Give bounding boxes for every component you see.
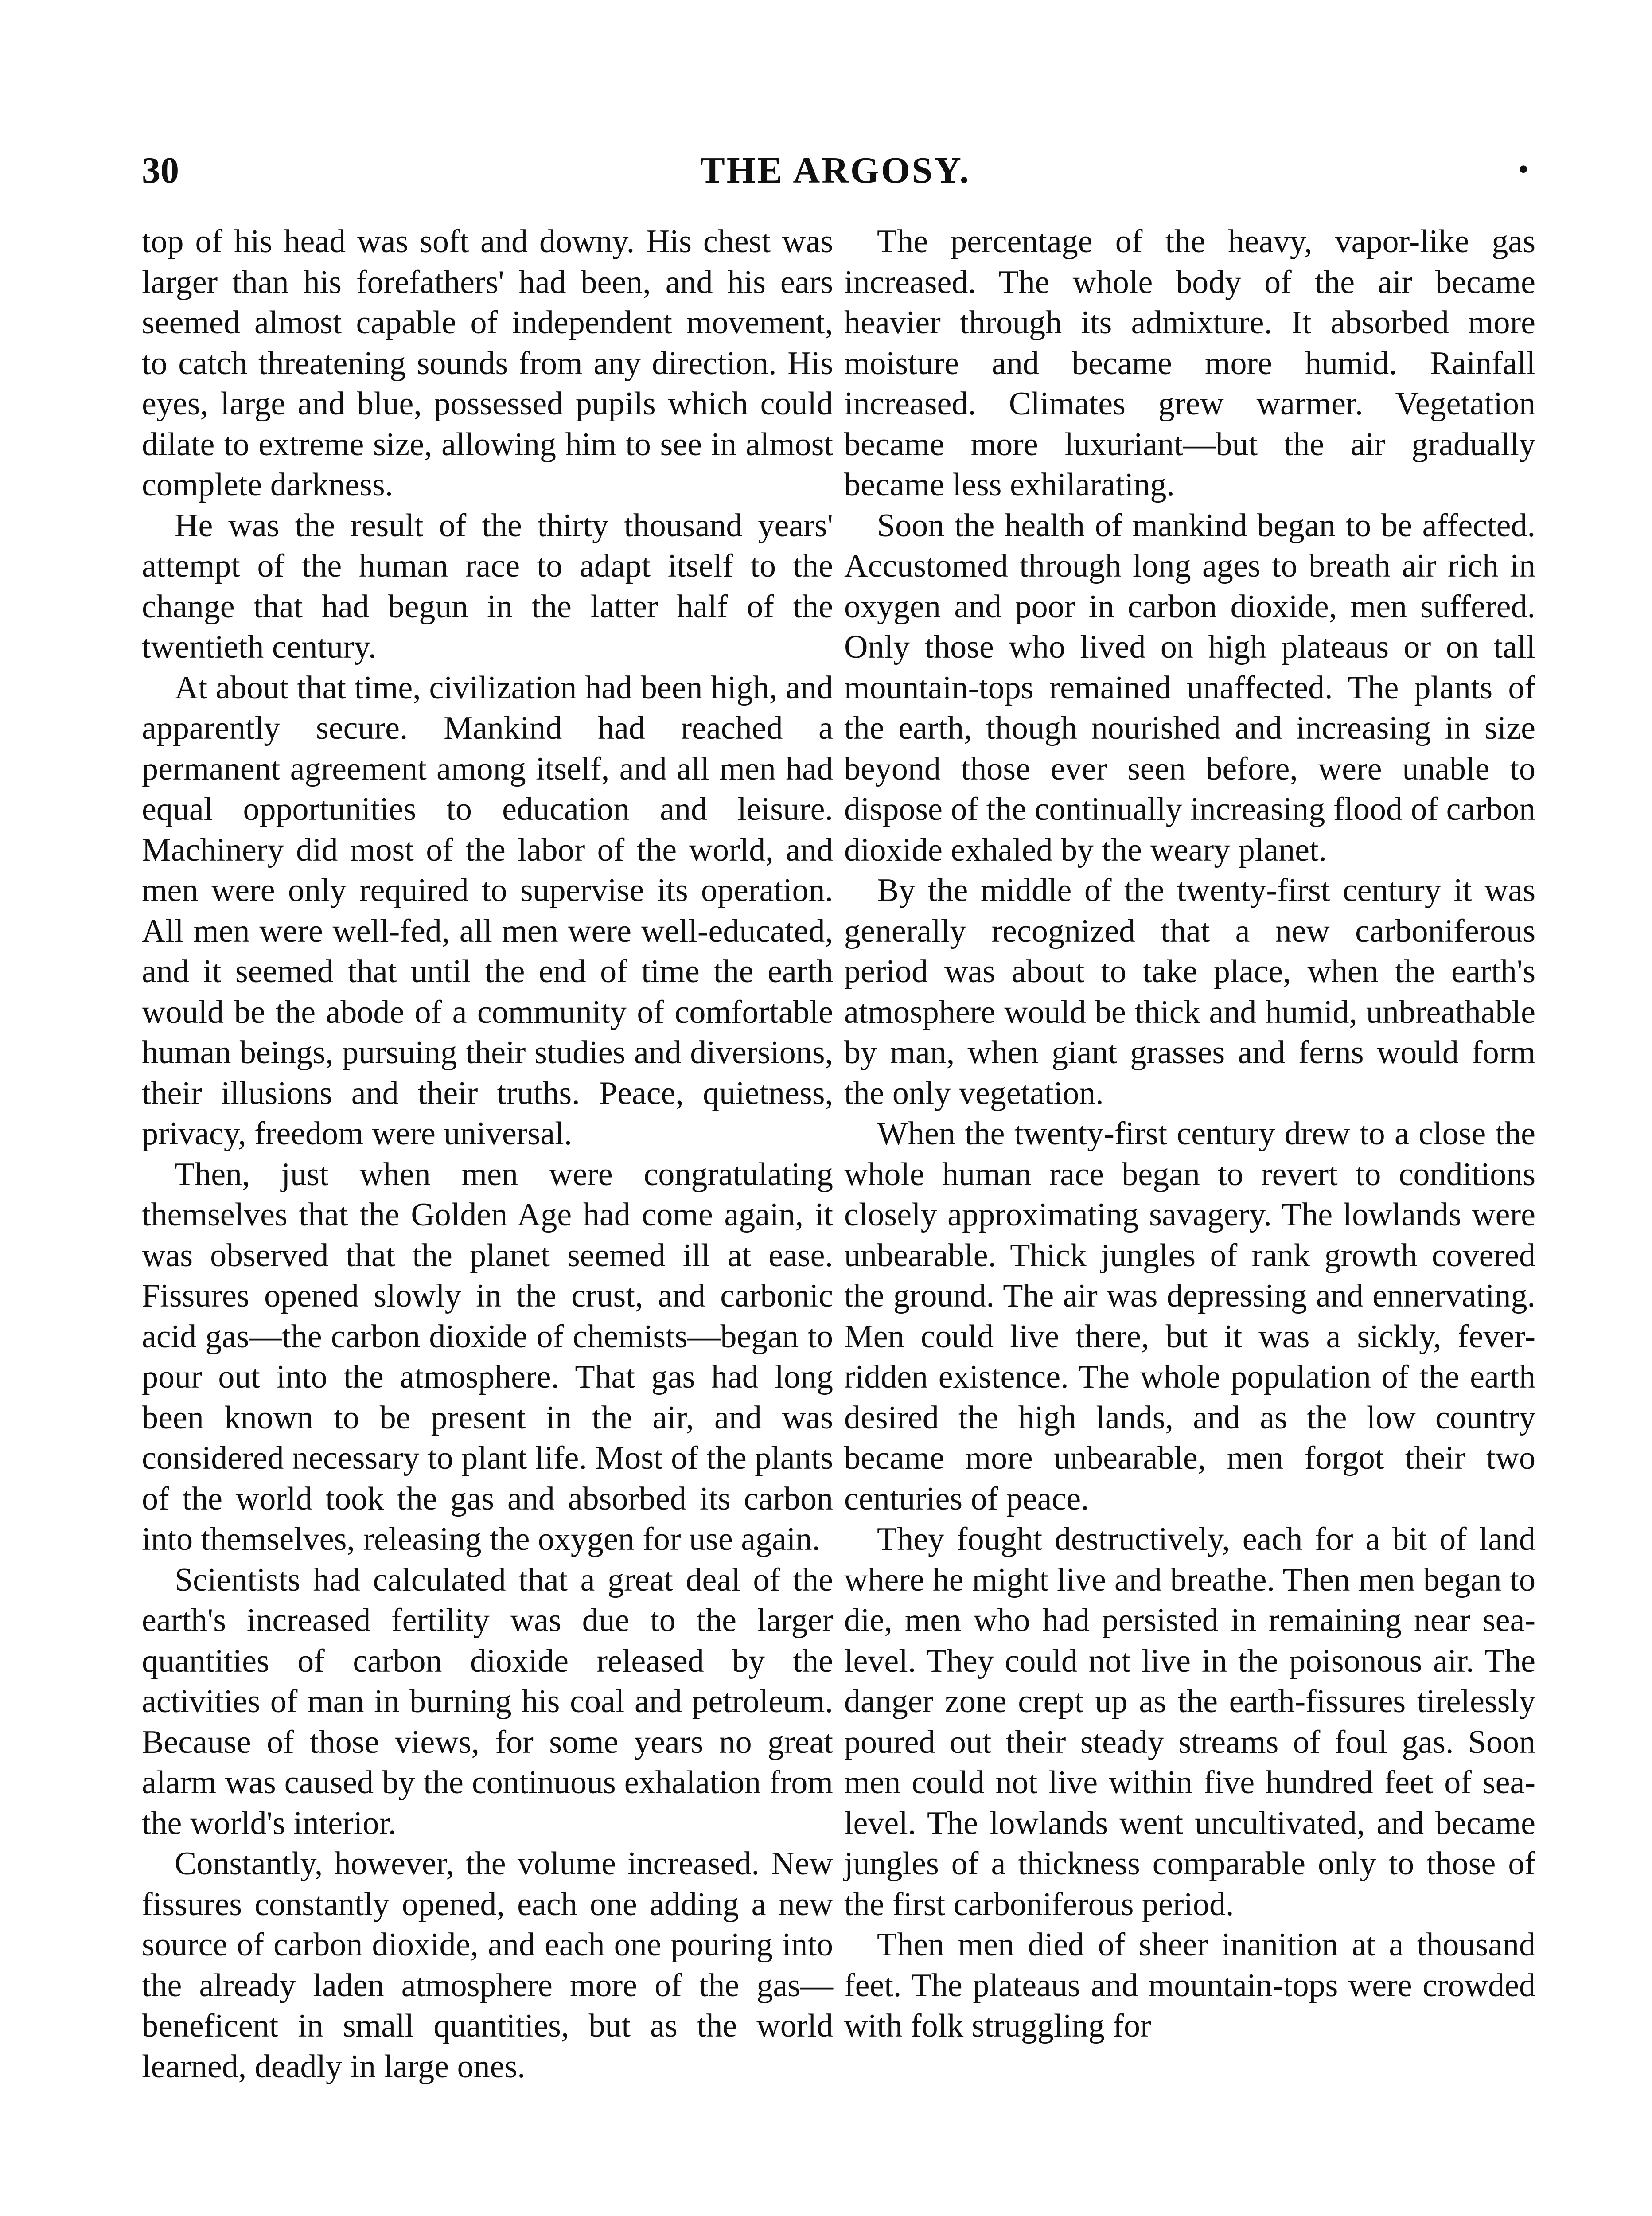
paragraph: By the middle of the twenty-first century it was generally recognized that a new carboniferous period was about to take place, when the earth's atmosphere would be thick and humid, unbreathable by man, when giant grasses and ferns would form the only vegetation. [844,872,1535,1112]
page-header [142,146,1529,195]
paragraph: They fought destructively, each for a bit of land where he might live and breathe. Then men began to die, men who had persisted in remaining near sea-level. They could not live in the poisonous air. The danger zone crept up as the earth-fissures tirelessly poured out their steady streams of foul gas. Soon men could not live within five hundred feet of sea-level. The lowlands went uncultivated, and became jungles of a thickness comparable only to those of the first carboniferous period. [844,1521,1535,1923]
paragraph: At about that time, civilization had been high, and apparently secure. Mankind had reached a permanent agreement among itself, and all men had equal opportunities to education and leisure. Machinery did most of the labor of the world, and men were only required to supervise its operation. All men were well-fed, all men were well-educated, and it seemed that until the end of time the earth would be the abode of a community of comfortable human beings, pursuing their studies and diversions, their illusions and their truths. Peace, quietness, privacy, freedom were universal. [142,669,833,1152]
paragraph: Soon the health of mankind began to be affected. Accustomed through long ages to breath air rich in oxygen and poor in carbon dioxide, men suffered. Only those who lived on high plateaus or on tall mountain-tops remained unaffected. The plants of the earth, though nourished and increasing in size beyond those ever seen before, were unable to dispose of the continually increasing flood of carbon dioxide exhaled by the weary planet. [844,507,1535,868]
right-column [844,222,1535,2047]
paragraph: Constantly, however, the volume increased. New fissures constantly opened, each one adding a new source of carbon dioxide, and each one pouring into the already laden atmosphere more of the gas—beneficent in small quantities, but as the world learned, deadly in large ones. [142,1845,833,2085]
paragraph: Then, just when men were congratulating themselves that the Golden Age had come again, it was observed that the planet seemed ill at ease. Fissures opened slowly in the crust, and carbonic acid gas—the carbon dioxide of chemists—began to pour out into the atmosphere. That gas had long been known to be present in the air, and was considered necessary to plant life. Most of the plants of the world took the gas and absorbed its carbon into themselves, releasing the oxygen for use again. [142,1156,833,1557]
paragraph: Then men died of sheer inanition at a thousand feet. The plateaus and mountain-tops were crowded with folk struggling for [844,1927,1535,2044]
paragraph: He was the result of the thirty thousand years' attempt of the human race to adapt itself to the change that had begun in the latter half of the twentieth century. [142,507,833,665]
header-mark: • [1518,152,1529,187]
paragraph: The percentage of the heavy, vapor-like gas increased. The whole body of the air became heavier through its admixture. It absorbed more moisture and became more humid. Rainfall increased. Climates grew warmer. Vegetation became more luxuriant—but the air gradually became less exhilarating. [844,223,1535,503]
paragraph: Scientists had calculated that a great deal of the earth's increased fertility was due to the larger quantities of carbon dioxide released by the activities of man in burning his coal and petroleum. Because of those views, for some years no great alarm was caused by the continuous exhalation from the world's interior. [142,1561,833,1841]
running-title: THE ARGOSY. [700,150,971,191]
paragraph: When the twenty-first century drew to a close the whole human race began to revert to conditions closely approximating savagery. The lowlands were unbearable. Thick jungles of rank growth covered the ground. The air was depressing and ennervating. Men could live there, but it was a sickly, fever-ridden existence. The whole population of the earth desired the high lands, and as the low country became more unbearable, men forgot their two centuries of peace. [844,1116,1535,1517]
left-column [142,222,833,2087]
page-number: 30 [142,150,179,191]
paragraph: top of his head was soft and downy. His chest was larger than his forefathers' had been, and his ears seemed almost capable of independent movement, to catch threatening sounds from any direction. His eyes, large and blue, possessed pupils which could dilate to extreme size, allowing him to see in almost complete darkness. [142,223,833,503]
